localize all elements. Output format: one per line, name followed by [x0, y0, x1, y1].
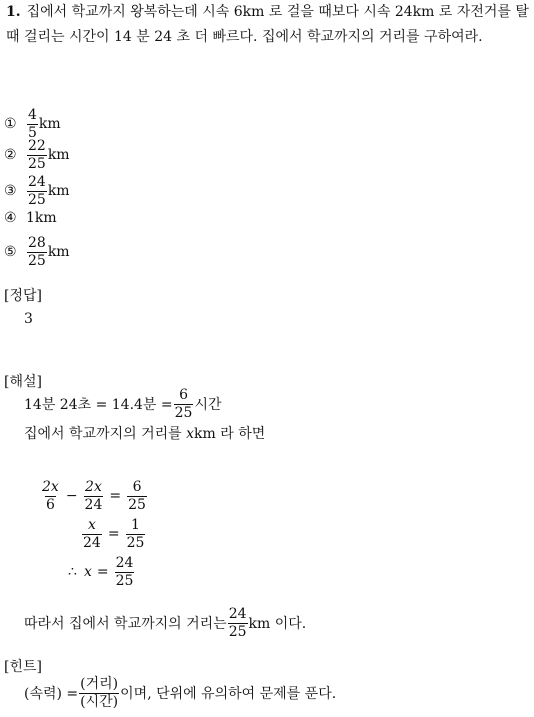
choice-unit: km [38, 116, 61, 132]
conclusion-fraction [228, 607, 248, 639]
numerator: 2x [42, 479, 59, 495]
question-number: 1. [6, 4, 21, 20]
line2-text: 집에서 학교까지의 거리를 [24, 426, 187, 442]
equals-sign: = [107, 526, 120, 543]
denominator: 25 [126, 534, 145, 551]
choice-unit: km [47, 147, 70, 163]
choice-marker: ① [4, 116, 17, 132]
numerator: 22 [28, 137, 46, 154]
equation-3 [68, 556, 135, 588]
numerator: 4 [28, 106, 37, 123]
denominator: (시간) [80, 693, 119, 710]
choice-marker: ② [4, 147, 17, 163]
variable-x: x [186, 426, 195, 442]
hint-header: [힌트] [4, 659, 42, 675]
line1-prefix: 14분 24초 = 14.4분 = [24, 397, 173, 414]
eq3-fraction [115, 556, 135, 588]
numerator: 2x [85, 479, 102, 495]
line1-fraction [174, 388, 194, 420]
hint-prefix: (속력) = [24, 686, 79, 703]
explanation-conclusion [24, 607, 306, 639]
denominator: 6 [45, 496, 55, 513]
hint-line [24, 677, 336, 709]
choice-2[interactable] [4, 137, 70, 173]
therefore-symbol: ∴ [68, 564, 77, 581]
line1-suffix: 시간 [194, 397, 222, 414]
choice-marker: ④ [4, 210, 17, 226]
denominator: 5 [28, 124, 37, 141]
numerator: 24 [115, 555, 134, 571]
denominator: 25 [28, 155, 46, 172]
denominator: 25 [28, 252, 46, 269]
equals-sign: = [109, 488, 122, 505]
equals-sign: = [96, 564, 109, 581]
explanation-header: [해설] [4, 374, 42, 390]
choice-fraction [27, 175, 47, 207]
choice-marker: ⑤ [4, 244, 17, 260]
line2-text-end: km 라 하면 [194, 426, 266, 442]
eq1-fraction-c [127, 480, 147, 512]
numerator: x [87, 517, 96, 533]
choice-unit: km [47, 183, 70, 199]
eq1-fraction-a [41, 480, 60, 512]
equation-2 [81, 518, 146, 550]
question-text: 집에서 학교까지 왕복하는데 시속 6km 로 걸을 때보다 시속 24km 로 자전거를 탈 때 걸리는 시간이 14 분 24 초 더 빠르다. 집에서 학교까지의 거리를 구하여라. [6, 4, 529, 45]
denominator: 25 [174, 404, 193, 421]
conclusion-text-end: km 이다. [248, 616, 307, 633]
numerator: 6 [132, 479, 142, 495]
answer-header: [정답] [4, 288, 42, 304]
numerator: 24 [28, 173, 46, 190]
equation-1 [40, 480, 148, 512]
choice-4[interactable] [4, 204, 57, 232]
conclusion-text: 따라서 집에서 학교까지의 거리는 [24, 616, 227, 633]
eq1-fraction-b [84, 480, 104, 512]
choice-marker: ③ [4, 183, 17, 199]
choice-text: 1km [26, 210, 57, 226]
choice-fraction [27, 236, 47, 268]
choice-fraction [27, 108, 38, 140]
variable-x: x [84, 564, 92, 581]
numerator: 1 [131, 517, 140, 533]
denominator: 25 [228, 623, 247, 640]
choice-fraction [27, 139, 47, 171]
denominator: 25 [128, 496, 146, 513]
choice-5[interactable] [4, 234, 70, 270]
hint-suffix: 이며, 단위에 유의하여 문제를 푼다. [120, 686, 337, 703]
answer-value: 3 [24, 311, 33, 327]
denominator: 25 [28, 191, 46, 208]
denominator: 24 [84, 496, 103, 513]
question [6, 0, 530, 50]
numerator: 6 [179, 387, 189, 403]
denominator: 25 [115, 572, 134, 589]
choice-unit: km [47, 244, 70, 260]
numerator: 28 [28, 234, 46, 251]
eq2-fraction-b [126, 518, 146, 550]
hint-fraction [79, 677, 119, 709]
minus-sign: − [65, 488, 78, 505]
explanation-line-1 [24, 388, 222, 420]
explanation-line-2 [24, 423, 265, 443]
denominator: 24 [83, 534, 101, 551]
eq2-fraction-a [82, 518, 102, 550]
numerator: (거리) [80, 676, 119, 692]
numerator: 24 [228, 606, 247, 622]
